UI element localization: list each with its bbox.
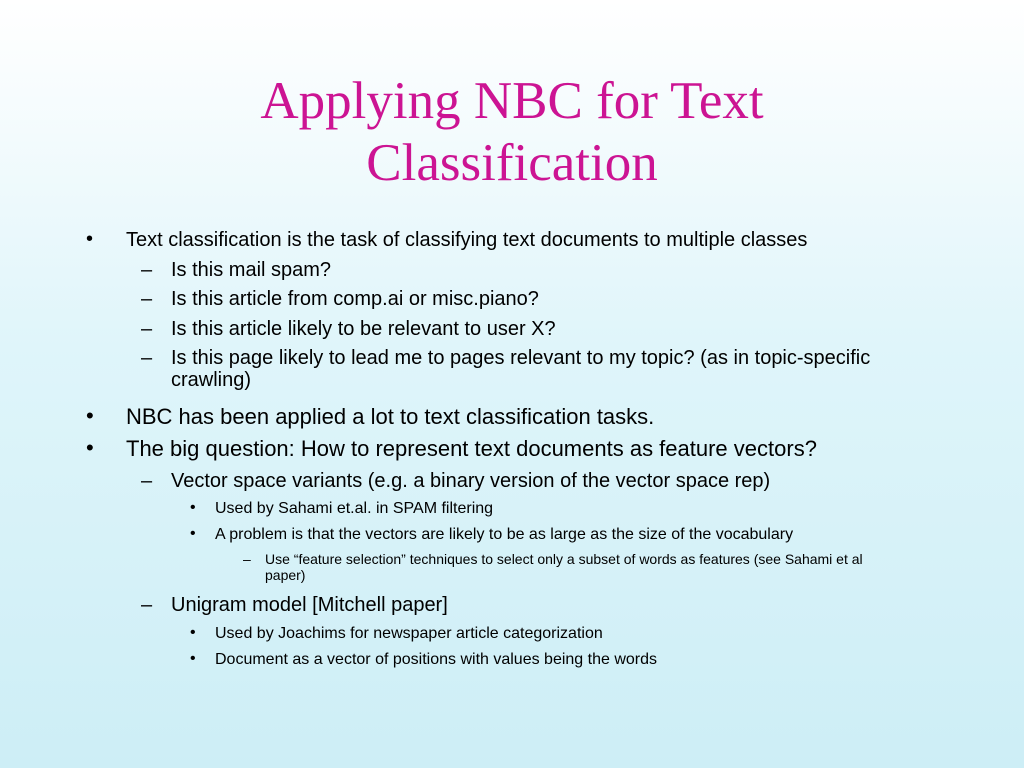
sub-bullet-text: Is this article likely to be relevant to user X? [171,318,556,340]
sub-bullet-text: Unigram model [Mitchell paper] [171,594,448,616]
sub-sub-bullet-text: Used by Joachims for newspaper article categorization [215,625,603,642]
dash-marker: – [141,594,153,616]
dash-marker: – [243,551,251,567]
bullet-marker: • [86,228,94,250]
dash-marker: – [141,288,153,310]
bullet-text: The big question: How to represent text documents as feature vectors? [126,436,817,461]
dash-marker: – [141,318,153,340]
dash-marker: – [141,347,153,369]
bullet-marker: • [86,435,94,460]
bullet-marker: • [190,650,196,667]
sub-bullet-text: Vector space variants (e.g. a binary version of the vector space rep) [171,470,771,492]
bullet-text: NBC has been applied a lot to text classification tasks. [126,404,655,429]
sub-bullet-text: Is this mail spam? [171,259,332,281]
dash-marker: – [141,470,153,492]
bullet-text: Text classification is the task of classifying text documents to multiple classes [126,229,808,251]
sub-bullet-text: Is this page likely to lead me to pages relevant to my topic? (as in topic-specific crawling) [171,347,871,391]
sub-sub-bullet-text: Used by Sahami et.al. in SPAM filtering [215,500,494,517]
slide-title: Applying NBC for Text Classification [260,72,764,192]
bullet-marker: • [190,624,196,641]
level4-bullet-text: Use “feature selection” techniques to select only a subset of words as features (see Sahami et al paper) [265,551,863,583]
sub-sub-bullet-text: Document as a vector of positions with values being the words [215,651,658,668]
sub-sub-bullet-text: A problem is that the vectors are likely to be as large as the size of the vocabulary [215,526,794,543]
sub-bullet-text: Is this article from comp.ai or misc.piano? [171,288,539,310]
dash-marker: – [141,259,153,281]
bullet-marker: • [190,525,196,542]
bullet-marker: • [86,403,94,428]
bullet-marker: • [190,499,196,516]
